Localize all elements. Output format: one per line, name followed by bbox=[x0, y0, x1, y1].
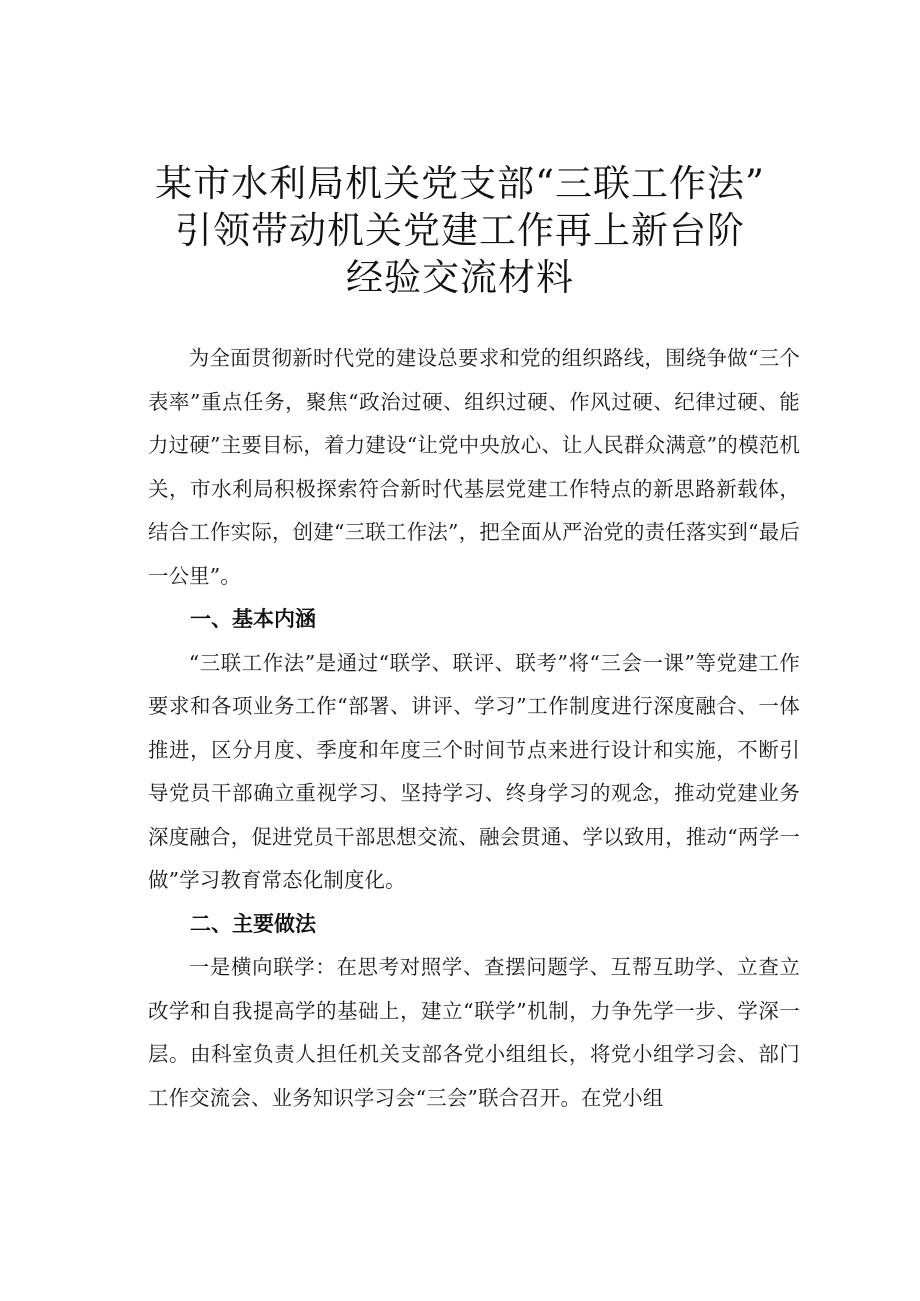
title-line-3: 经验交流材料 bbox=[346, 256, 574, 299]
title-line-2: 引领带动机关党建工作再上新台阶 bbox=[175, 209, 745, 252]
document-body bbox=[148, 337, 800, 1120]
section-2-paragraph: 一是横向联学：在思考对照学、查摆问题学、互帮互助学、立查立改学和自我提高学的基础上，建立“联学”机制，力争先学一步、学深一层。由科室负责人担任机关支部各党小组组长，将党小组学习会、部门工作交流会、业务知识学习会“三会”联合召开。在党小组 bbox=[148, 955, 800, 1110]
section-1-paragraph: “三联工作法”是通过“联学、联评、联考”将“三会一课”等党建工作要求和各项业务工作“部署、讲评、学习”工作制度进行深度融合、一体推进，区分月度、季度和年度三个时间节点来进行设计和实施，不断引导党员干部确立重视学习、坚持学习、终身学习的观念，推动党建业务深度融合，促进党员干部思想交流、融会贯通、学以致用，推动“两学一做”学习教育常态化制度化。 bbox=[148, 650, 800, 892]
section-heading-basic-meaning: 一、基本内涵 bbox=[190, 607, 316, 631]
intro-paragraph: 为全面贯彻新时代党的建设总要求和党的组织路线，围绕争做“三个表率”重点任务，聚焦“政治过硬、组织过硬、作风过硬、纪律过硬、能力过硬”主要目标，着力建设“让党中央放心、让人民群众满意”的模范机关，市水利局积极探索符合新时代基层党建工作特点的新思路新载体，结合工作实际，创建“三联工作法”，把全面从严治党的责任落实到“最后一公里”。 bbox=[148, 346, 800, 588]
document-title bbox=[100, 160, 820, 301]
section-heading-main-practices: 二、主要做法 bbox=[190, 911, 316, 936]
title-line-1: 某市水利局机关党支部“三联工作法” bbox=[155, 162, 765, 205]
